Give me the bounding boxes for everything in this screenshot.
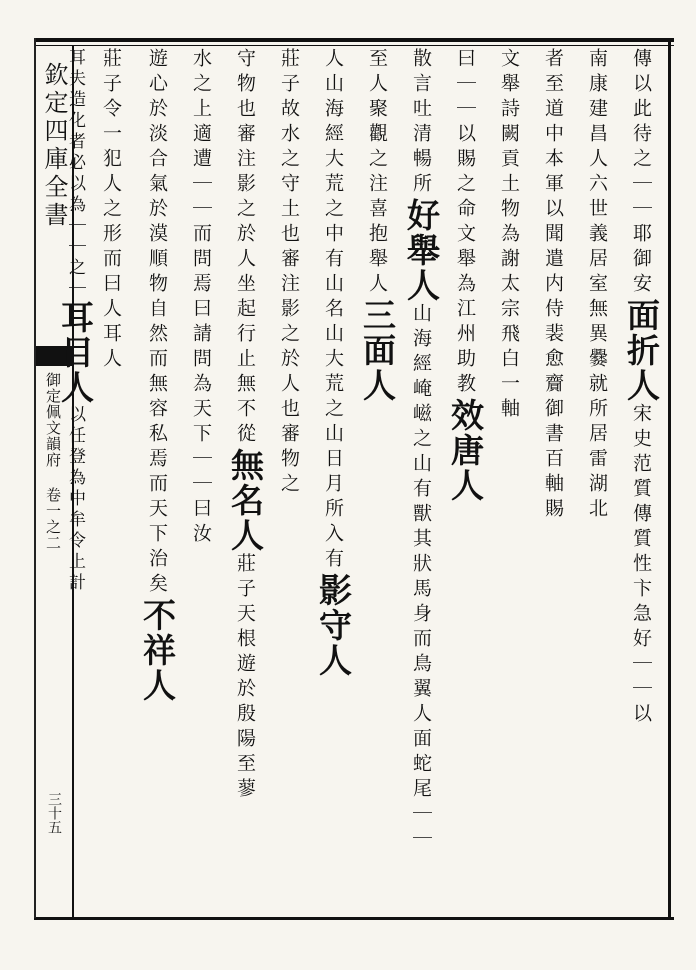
headword: 影守人 xyxy=(314,573,353,678)
inline-note: 注喜抱舉人 xyxy=(366,173,388,298)
headword: 三面人 xyxy=(358,298,397,403)
column-text: 人山海經大荒之中有山名山大荒之山日月所入有 xyxy=(322,48,344,573)
column-text: 散言吐清暢所 xyxy=(410,48,432,198)
column-text: 至人聚觀之 xyxy=(366,48,388,173)
column-text: 水之上適遭｜｜而問焉曰請問為天下｜｜曰汝 xyxy=(190,48,212,548)
text-column-2 xyxy=(572,48,622,916)
headword: 耳目人 xyxy=(56,300,95,405)
inline-note: 莊子天根遊於殷陽至蓼 xyxy=(234,553,256,803)
column-text: 莊子令一犯人之形而曰人耳人 xyxy=(100,48,122,373)
column-text: 曰｜｜以賜之命文舉為江州助教 xyxy=(454,48,476,398)
book-title: 欽定四庫全書 xyxy=(40,62,68,230)
text-column-8 xyxy=(308,48,358,916)
inline-note: 宋史范質傳質性卞急好｜｜以 xyxy=(630,403,652,728)
headword: 好舉人 xyxy=(402,198,441,303)
text-column-11 xyxy=(176,48,226,916)
right-border xyxy=(668,38,671,920)
text-column-5 xyxy=(440,48,490,916)
inline-note: 以任登為中牟令上計 xyxy=(65,405,85,594)
column-text: 南康建昌人六世義居室無異爨就所居雷湖北 xyxy=(586,48,608,523)
text-column-9 xyxy=(264,48,314,916)
top-border-inner xyxy=(34,45,674,46)
text-column-12 xyxy=(132,48,182,916)
headword: 不祥人 xyxy=(138,598,177,703)
column-text: 者至道中本軍以聞遣内侍裴愈齎御書百軸賜 xyxy=(542,48,564,523)
text-column-1 xyxy=(616,48,666,916)
headword: 面折人 xyxy=(622,298,661,403)
text-column-14 xyxy=(56,48,100,916)
text-column-3 xyxy=(528,48,578,916)
headword: 無名人 xyxy=(226,448,265,553)
page-number: 三十五 xyxy=(46,792,62,834)
column-text: 耳夫造化者必以為｜｜之｜ xyxy=(65,48,85,300)
text-column-4 xyxy=(484,48,534,916)
column-text: 守物也審注影之於人坐起行止無不從 xyxy=(234,48,256,448)
text-column-13 xyxy=(96,48,136,916)
inline-note: 山海經崦嵫之山有獸其狀馬身而鳥翼人面蛇尾｜｜ xyxy=(410,303,432,853)
column-text: 遊心於淡合氣於漠順物自然而無容私焉而天下治矣 xyxy=(146,48,168,598)
bottom-border xyxy=(34,917,674,920)
text-column-6 xyxy=(396,48,446,916)
text-column-10 xyxy=(220,48,270,916)
text-column-7 xyxy=(352,48,402,916)
column-text: 文舉詩闕貢土物為謝太宗飛白一軸 xyxy=(498,48,520,423)
top-border xyxy=(34,38,674,42)
column-text: 傳以此待之｜｜耶御安 xyxy=(630,48,652,298)
volume-title: 御定佩文韻府 卷一之二 xyxy=(44,372,62,551)
column-text: 莊子故水之守土也審注影之於人也審物之 xyxy=(278,48,300,498)
headword: 效唐人 xyxy=(446,398,485,503)
